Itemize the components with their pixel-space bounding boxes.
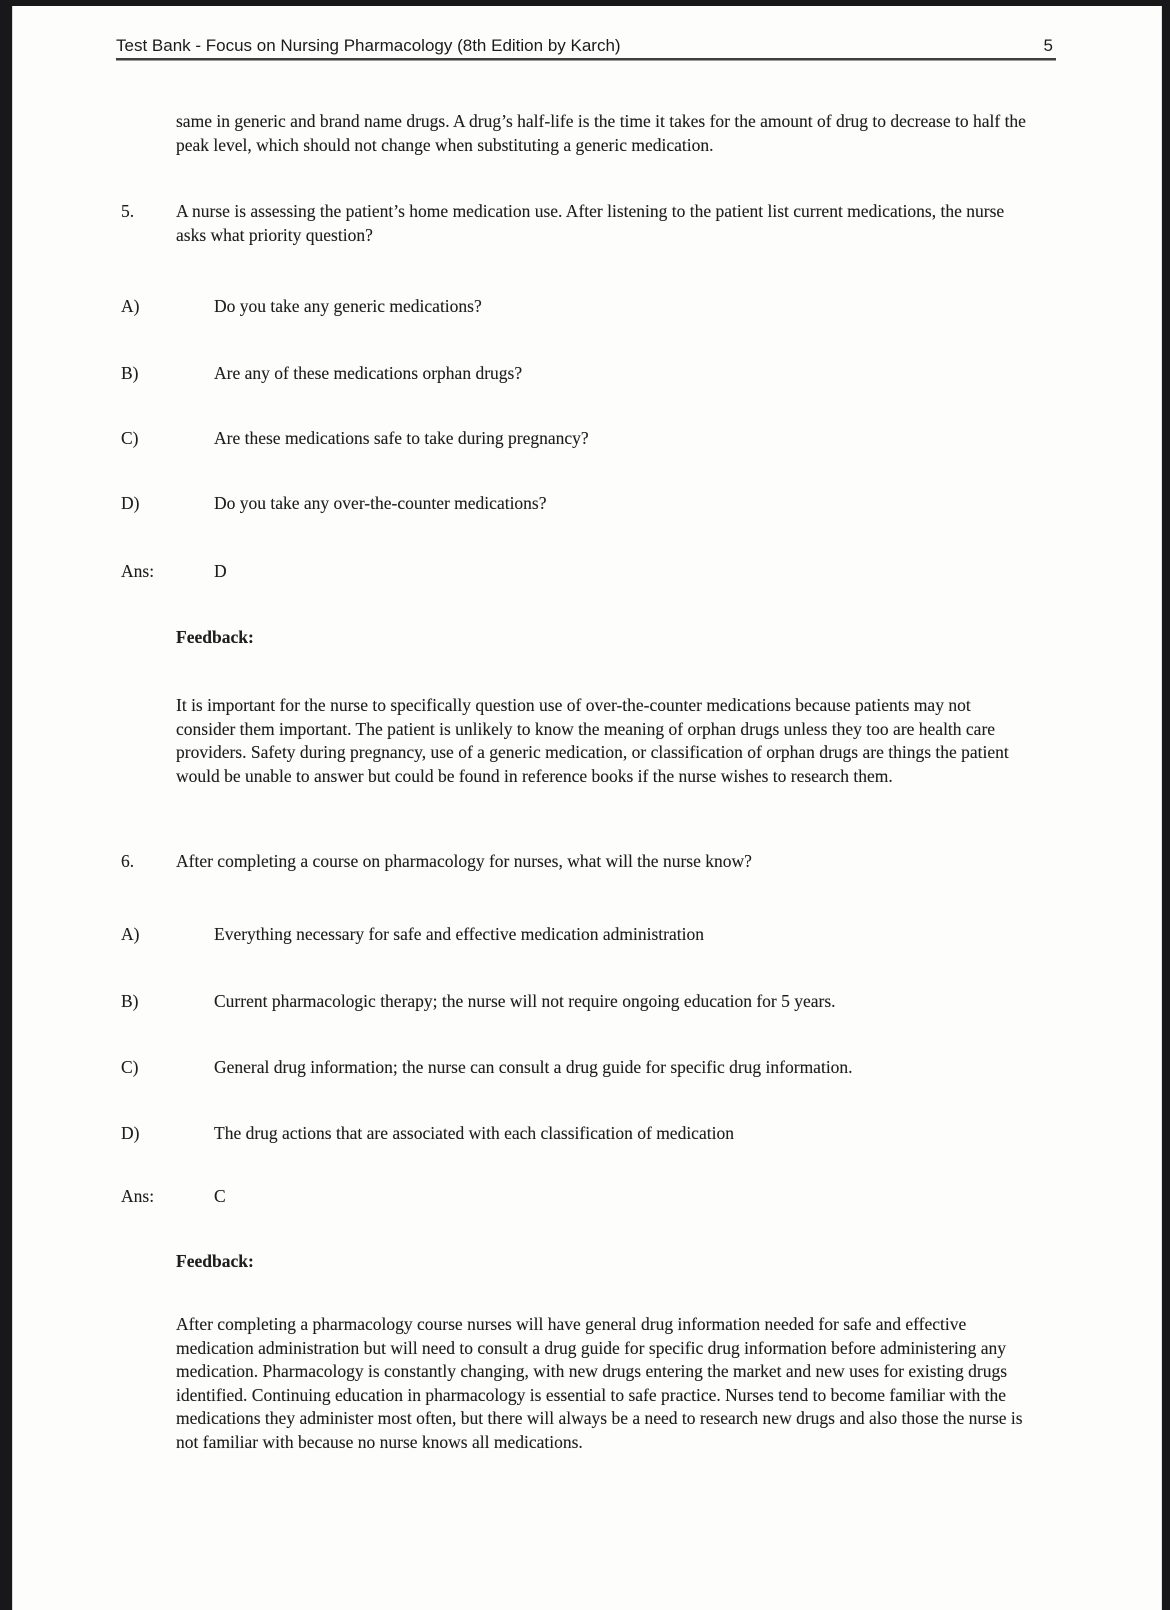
question-6-option-b-text: Current pharmacologic therapy; the nurse will not require ongoing education for 5 years. xyxy=(214,991,836,1011)
document-page xyxy=(12,6,1162,1610)
question-6-option-c-label: C) xyxy=(121,1057,139,1077)
question-5-option-a-label: A) xyxy=(121,296,140,316)
header-title: Test Bank - Focus on Nursing Pharmacology (8th Edition by Karch) xyxy=(116,36,621,55)
question-6-feedback-heading: Feedback: xyxy=(176,1251,254,1271)
question-5-option-d-text: Do you take any over-the-counter medications? xyxy=(214,493,547,513)
question-6-option-a-text: Everything necessary for safe and effective medication administration xyxy=(214,924,704,944)
question-6-answer-label: Ans: xyxy=(121,1186,155,1206)
question-5-option-a-text: Do you take any generic medications? xyxy=(214,296,482,316)
question-6-answer-value: C xyxy=(214,1186,226,1206)
header-rule xyxy=(116,58,1056,61)
question-6-option-a-label: A) xyxy=(121,924,140,944)
intro-paragraph: same in generic and brand name drugs. A drug’s half-life is the time it takes for the amount of drug to decrease to half the peak level, which should not change when substituting a generic medication. xyxy=(176,111,1026,155)
question-6-number: 6. xyxy=(121,851,135,871)
question-5-option-c-text: Are these medications safe to take during pregnancy? xyxy=(214,428,589,448)
question-5-option-c-label: C) xyxy=(121,428,139,448)
question-5-stem: A nurse is assessing the patient’s home medication use. After listening to the patient list current medications, the nurse asks what priority question? xyxy=(176,201,1005,245)
header-page-number: 5 xyxy=(1043,36,1053,55)
question-6-stem: After completing a course on pharmacology for nurses, what will the nurse know? xyxy=(176,851,752,871)
question-6-option-d-text: The drug actions that are associated with each classification of medication xyxy=(214,1123,734,1143)
question-6-option-c-text: General drug information; the nurse can consult a drug guide for specific drug information. xyxy=(214,1057,853,1077)
question-5-answer-value: D xyxy=(214,561,227,581)
question-5-feedback-text: It is important for the nurse to specifically question use of over-the-counter medications because patients may not consider them important. The patient is unlikely to know the meaning of orphan drugs unless they too are health care providers. Safety during pregnancy, use of a generic medication, or classification of orphan drugs are things the patient would be unable to answer but could be found in reference books if the nurse wishes to research them. xyxy=(176,695,1009,786)
question-6-option-b-label: B) xyxy=(121,991,139,1011)
question-5-option-b-text: Are any of these medications orphan drugs? xyxy=(214,363,523,383)
question-5-feedback-heading: Feedback: xyxy=(176,627,254,647)
question-6-option-d-label: D) xyxy=(121,1123,140,1143)
question-5-answer-label: Ans: xyxy=(121,561,155,581)
question-5-option-d-label: D) xyxy=(121,493,140,513)
question-5-number: 5. xyxy=(121,201,135,221)
question-6-feedback-text: After completing a pharmacology course nurses will have general drug information needed for safe and effective medication administration but will need to consult a drug guide for specific drug information before administering any medication. Pharmacology is constantly changing, with new drugs entering the market and new uses for existing drugs identified. Continuing education in pharmacology is essential to safe practice. Nurses tend to become familiar with the medications they administer most often, but there will always be a need to research new drugs and also those the nurse is not familiar with because no nurse knows all medications. xyxy=(176,1314,1023,1452)
question-5-option-b-label: B) xyxy=(121,363,139,383)
